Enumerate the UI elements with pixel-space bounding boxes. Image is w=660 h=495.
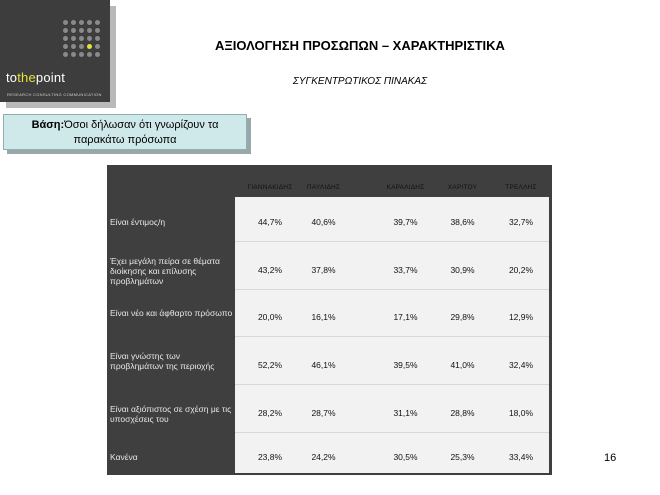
row-separator — [235, 289, 549, 290]
logo-dot — [87, 36, 92, 41]
column-header: ΠΑΥΛΙΔΗΣ — [306, 184, 341, 191]
company-logo — [0, 0, 110, 102]
table-cell: 28,8% — [450, 408, 475, 418]
page-title: ΑΞΙΟΛΟΓΗΣΗ ΠΡΟΣΩΠΩΝ – ΧΑΡΑΚΤΗΡΙΣΤΙΚΑ — [215, 38, 505, 53]
logo-dot — [79, 52, 84, 57]
logo-dot — [95, 36, 100, 41]
table-cell: 29,8% — [450, 312, 475, 322]
row-label: Κανένα — [110, 452, 138, 462]
row-label: Έχει μεγάλη πείρα σε θέματα διοίκησης και επίλυσης προβλημάτων — [110, 256, 220, 286]
column-header: ΓΙΑΝΝΑΚΙΔΗΣ — [247, 184, 293, 191]
page-number: 16 — [604, 452, 617, 464]
table-cell: 12,9% — [508, 312, 534, 322]
logo-dot — [79, 44, 84, 49]
logo-dot — [79, 36, 84, 41]
table-cell: 37,8% — [311, 265, 336, 275]
column-header: ΤΡΕΛΛΗΣ — [505, 184, 537, 191]
basis-box — [3, 114, 247, 150]
logo-dot — [63, 36, 68, 41]
logo-brand-part2: the — [17, 70, 36, 85]
table-cell: 30,9% — [450, 265, 475, 275]
page-subtitle: ΣΥΓΚΕΝΤΡΩΤΙΚΟΣ ΠΙΝΑΚΑΣ — [292, 76, 428, 87]
logo-dot — [71, 28, 76, 33]
row-label: Είναι γνώστης των προβλημάτων της περιοχής — [110, 351, 215, 371]
logo-dot — [63, 28, 68, 33]
table-cell: 31,1% — [393, 408, 418, 418]
table-cell: 41,0% — [450, 360, 475, 370]
logo-brand-part3: point — [35, 70, 66, 85]
table-cell: 32,4% — [508, 360, 534, 370]
table-cell: 20,2% — [508, 265, 534, 275]
logo-dot — [87, 52, 92, 57]
logo-dot — [87, 20, 92, 25]
row-separator — [235, 336, 549, 337]
logo-dot — [79, 28, 84, 33]
logo-brand-text — [6, 70, 65, 85]
column-header: ΧΑΡΙΤΟΥ — [447, 184, 478, 191]
row-separator — [235, 241, 549, 242]
logo-dot — [71, 20, 76, 25]
logo-dot — [95, 28, 100, 33]
table-cell: 18,0% — [508, 408, 534, 418]
logo-brand-part1: to — [6, 70, 18, 85]
logo-dot — [95, 52, 100, 57]
row-label: Είναι νέο και άφθαρτο πρόσωπο — [110, 308, 233, 318]
row-label: Είναι αξιόπιστος σε σχέση με τις υποσχέσεις του — [110, 404, 232, 424]
logo-dot — [63, 20, 68, 25]
basis-label: Βάση: — [31, 119, 65, 131]
table-cell: 33,4% — [508, 452, 534, 462]
table-cell: 33,7% — [393, 265, 418, 275]
logo-dot — [95, 44, 100, 49]
table-cell: 39,7% — [393, 217, 418, 227]
logo-dot — [71, 44, 76, 49]
logo-dot — [63, 52, 68, 57]
row-separator — [235, 432, 549, 433]
table-cell: 17,1% — [393, 312, 418, 322]
table-cell: 20,0% — [257, 312, 283, 322]
table-cell: 46,1% — [311, 360, 336, 370]
table-cell: 16,1% — [311, 312, 336, 322]
row-label: Είναι έντιμος/η — [110, 217, 166, 227]
table-cell: 28,7% — [311, 408, 336, 418]
logo-dot — [87, 28, 92, 33]
basis-text-line2: παρακάτω πρόσωπα — [73, 134, 177, 146]
table-cell: 52,2% — [257, 360, 283, 370]
table-cell: 44,7% — [257, 217, 283, 227]
table-cell: 38,6% — [450, 217, 475, 227]
table-cell: 32,7% — [508, 217, 534, 227]
logo-dot-grid — [62, 19, 102, 59]
logo-dot — [87, 44, 92, 49]
logo-dot — [71, 36, 76, 41]
table-cell: 25,3% — [450, 452, 475, 462]
logo-dot — [79, 20, 84, 25]
table-cell: 28,2% — [257, 408, 283, 418]
row-separator — [235, 384, 549, 385]
logo-dot — [95, 20, 100, 25]
logo-dot — [63, 44, 68, 49]
logo-tagline: RESEARCH CONSULTING COMMUNICATION — [7, 92, 102, 97]
table-cell: 39,5% — [393, 360, 418, 370]
basis-text-line1: Όσοι δήλωσαν ότι γνωρίζουν τα — [64, 119, 219, 131]
column-header: ΚΑΡΑΛΙΔΗΣ — [386, 184, 425, 191]
table-cell: 40,6% — [311, 217, 336, 227]
table-cell: 24,2% — [311, 452, 336, 462]
table-cell: 23,8% — [257, 452, 283, 462]
table-cell: 30,5% — [393, 452, 418, 462]
logo-dot — [71, 52, 76, 57]
table-cell: 43,2% — [257, 265, 283, 275]
